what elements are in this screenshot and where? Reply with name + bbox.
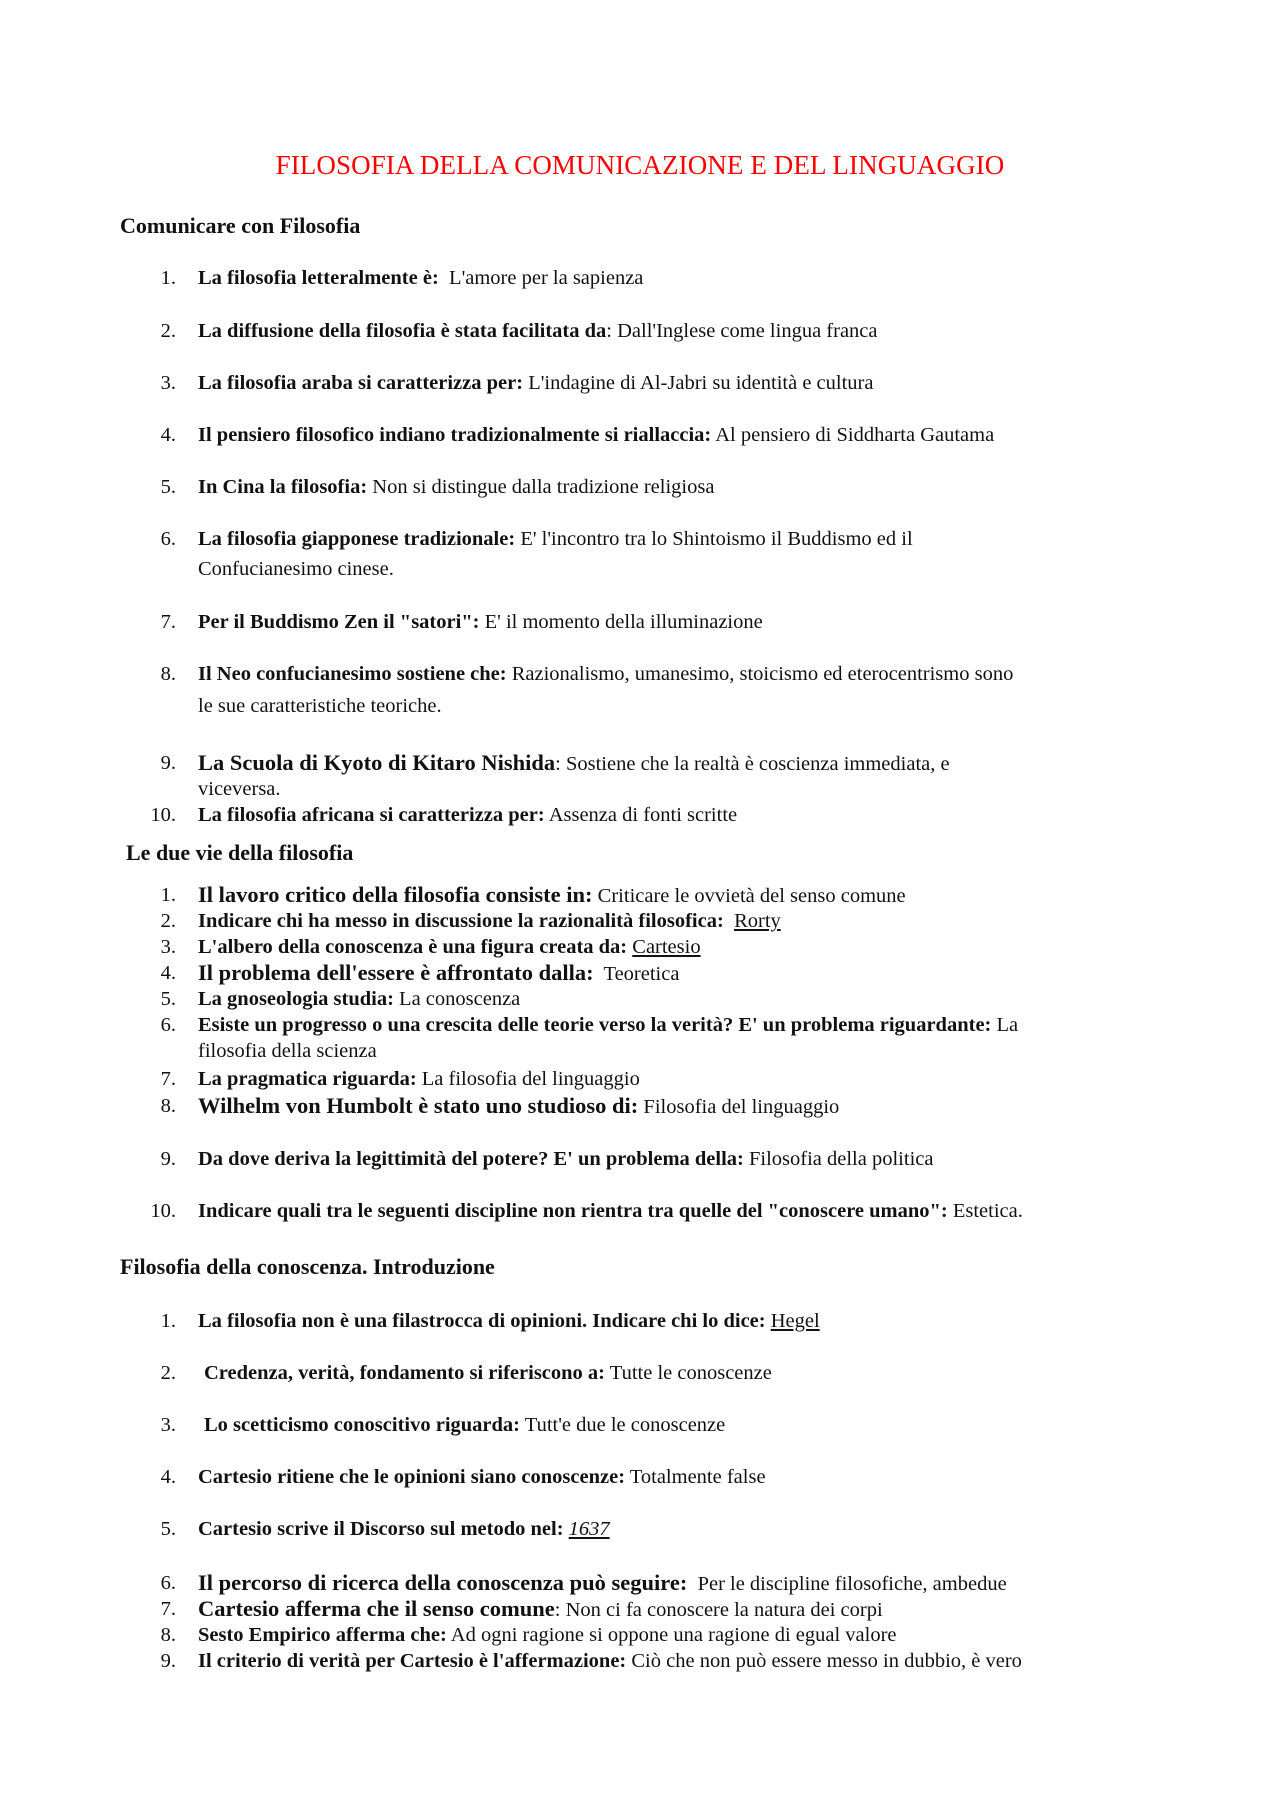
item-answer: Tutt'e due le conoscenze <box>524 1414 726 1436</box>
item-number: 6. <box>160 528 176 550</box>
item-answer-continuation: viceversa. <box>198 778 281 800</box>
item-answer: Filosofia della politica <box>749 1148 934 1170</box>
item-answer-link[interactable]: Rorty <box>734 910 781 932</box>
section-heading: Filosofia della conoscenza. Introduzione <box>120 1254 495 1279</box>
item-question: In Cina la filosofia: <box>198 476 368 498</box>
item-answer: Per le discipline filosofiche, ambedue <box>697 1573 1007 1595</box>
item-question: Cartesio ritiene che le opinioni siano conoscenze: <box>198 1466 626 1488</box>
item-number: 5. <box>160 476 176 498</box>
item-answer: Al pensiero di Siddharta Gautama <box>715 424 995 446</box>
item-number: 1. <box>160 267 176 289</box>
item-answer: Razionalismo, umanesimo, stoicismo ed eterocentrismo sono <box>511 663 1014 685</box>
item-answer: : Non ci fa conoscere la natura dei corpi <box>554 1599 883 1621</box>
item-question: La filosofia non è una filastrocca di opinioni. Indicare chi lo dice: <box>198 1310 766 1332</box>
item-answer: La conoscenza <box>399 988 521 1010</box>
item-number: 9. <box>160 752 176 774</box>
item-question: Il percorso di ricerca della conoscenza può seguire: <box>198 1570 688 1595</box>
item-question: Cartesio afferma che il senso comune <box>198 1596 555 1621</box>
item-number: 6. <box>160 1572 176 1594</box>
item-answer: Totalmente false <box>629 1466 766 1488</box>
item-question: Credenza, verità, fondamento si riferiscono a: <box>204 1362 606 1384</box>
item-number: 9. <box>160 1148 176 1170</box>
item-question: La gnoseologia studia: <box>198 988 394 1010</box>
item-answer-continuation: filosofia della scienza <box>198 1040 377 1062</box>
item-question: La filosofia giapponese tradizionale: <box>198 528 516 550</box>
item-question: L'albero della conoscenza è una figura creata da: <box>198 936 628 958</box>
item-answer: La filosofia del linguaggio <box>421 1068 640 1090</box>
item-answer-link[interactable]: 1637 <box>568 1518 610 1540</box>
item-answer: Ad ogni ragione si oppone una ragione di egual valore <box>450 1624 897 1646</box>
item-question: Lo scetticismo conoscitivo riguarda: <box>204 1414 520 1436</box>
item-number: 7. <box>160 611 176 633</box>
item-answer: : Dall'Inglese come lingua franca <box>606 320 878 342</box>
item-question: Cartesio scrive il Discorso sul metodo nel: <box>198 1518 564 1540</box>
page-title: FILOSOFIA DELLA COMUNICAZIONE E DEL LINGUAGGIO <box>275 150 1005 180</box>
item-question: Il pensiero filosofico indiano tradizionalmente si riallaccia: <box>198 424 712 446</box>
item-answer: E' l'incontro tra lo Shintoismo il Buddismo ed il <box>520 528 913 550</box>
item-answer: Filosofia del linguaggio <box>643 1096 840 1118</box>
item-question: Sesto Empirico afferma che: <box>198 1624 447 1646</box>
item-question: Il lavoro critico della filosofia consiste in: <box>198 882 593 907</box>
item-number: 7. <box>160 1068 176 1090</box>
item-number: 3. <box>160 936 176 958</box>
item-number: 4. <box>160 1466 176 1488</box>
item-number: 4. <box>160 424 176 446</box>
item-number: 2. <box>160 1362 176 1384</box>
item-question: La filosofia araba si caratterizza per: <box>198 372 524 394</box>
item-answer: Assenza di fonti scritte <box>548 804 738 826</box>
item-answer-link[interactable]: Cartesio <box>632 936 701 958</box>
item-number: 10. <box>150 804 176 826</box>
item-answer: Non si distingue dalla tradizione religiosa <box>372 476 715 498</box>
item-question: Da dove deriva la legittimità del potere? E' un problema della: <box>198 1148 744 1170</box>
item-answer-continuation: le sue caratteristiche teoriche. <box>198 695 442 717</box>
item-number: 8. <box>160 663 176 685</box>
item-number: 2. <box>160 320 176 342</box>
item-answer: Estetica. <box>952 1200 1023 1222</box>
item-answer: L'indagine di Al-Jabri su identità e cultura <box>528 372 874 394</box>
item-answer-link[interactable]: Hegel <box>770 1310 820 1332</box>
item-answer: Ciò che non può essere messo in dubbio, è vero <box>631 1650 1022 1672</box>
item-question: La pragmatica riguarda: <box>198 1068 417 1090</box>
item-number: 7. <box>160 1598 176 1620</box>
item-number: 9. <box>160 1650 176 1672</box>
item-answer: L'amore per la sapienza <box>449 267 644 289</box>
item-question: La filosofia letteralmente è: <box>198 267 439 289</box>
item-answer: E' il momento della illuminazione <box>484 611 763 633</box>
item-answer: Teoretica <box>603 963 680 985</box>
item-answer: : Sostiene che la realtà è coscienza immediata, e <box>555 753 950 775</box>
item-answer: La <box>996 1014 1019 1036</box>
item-answer: Tutte le conoscenze <box>609 1362 772 1384</box>
item-question: Il criterio di verità per Cartesio è l'affermazione: <box>198 1650 627 1672</box>
item-answer: Criticare le ovvietà del senso comune <box>597 885 906 907</box>
item-number: 8. <box>160 1624 176 1646</box>
item-number: 5. <box>160 988 176 1010</box>
item-question: Il problema dell'essere è affrontato dalla: <box>198 960 594 985</box>
item-question: La diffusione della filosofia è stata facilitata da <box>198 320 607 342</box>
item-question: Il Neo confucianesimo sostiene che: <box>198 663 507 685</box>
item-number: 3. <box>160 1414 176 1436</box>
section-heading: Le due vie della filosofia <box>126 840 354 865</box>
item-question: La filosofia africana si caratterizza per: <box>198 804 545 826</box>
item-number: 10. <box>150 1200 176 1222</box>
item-question: Per il Buddismo Zen il "satori": <box>198 611 480 633</box>
item-number: 2. <box>160 910 176 932</box>
item-number: 3. <box>160 372 176 394</box>
item-question: Wilhelm von Humbolt è stato uno studioso di: <box>198 1093 639 1118</box>
item-number: 4. <box>160 962 176 984</box>
item-question: Indicare quali tra le seguenti discipline non rientra tra quelle del "conoscere umano": <box>198 1200 948 1222</box>
item-number: 6. <box>160 1014 176 1036</box>
item-answer-continuation: Confucianesimo cinese. <box>198 558 394 580</box>
item-question: Esiste un progresso o una crescita delle teorie verso la verità? E' un problema riguardante: <box>198 1014 992 1036</box>
item-question: La Scuola di Kyoto di Kitaro Nishida <box>198 750 556 775</box>
item-question: Indicare chi ha messo in discussione la razionalità filosofica: <box>198 910 724 932</box>
item-number: 1. <box>160 1310 176 1332</box>
item-number: 5. <box>160 1518 176 1540</box>
item-number: 1. <box>160 884 176 906</box>
item-number: 8. <box>160 1095 176 1117</box>
section-heading: Comunicare con Filosofia <box>120 213 361 238</box>
